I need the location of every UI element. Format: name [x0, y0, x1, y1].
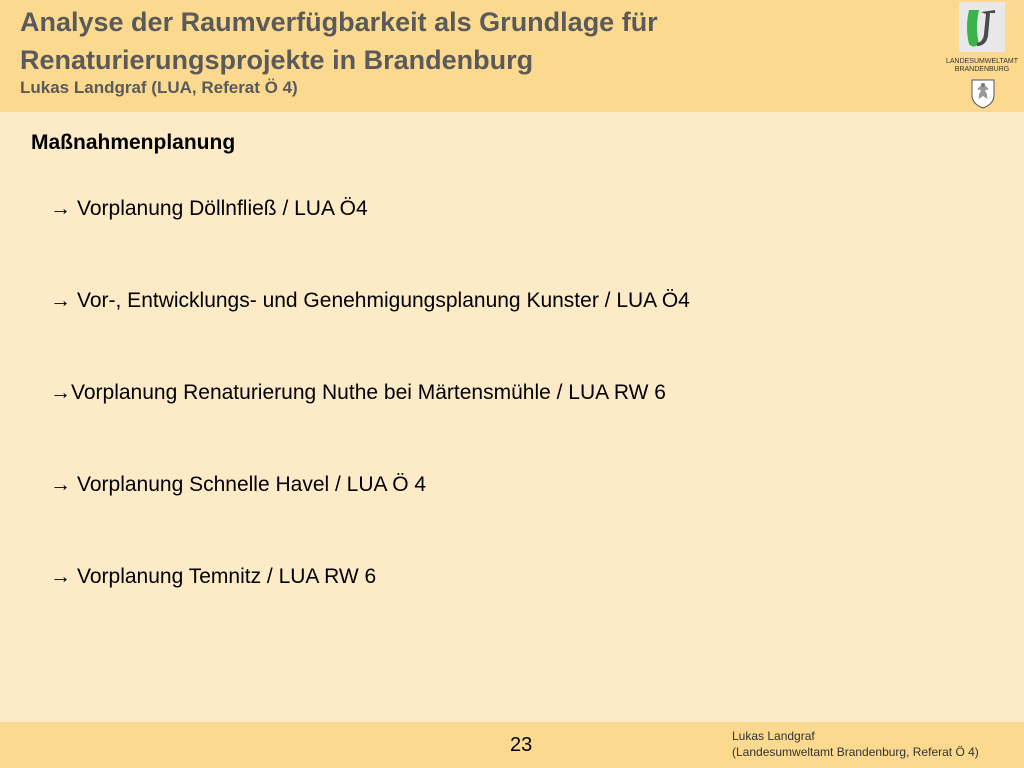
logo-text-line2: BRANDENBURG [954, 66, 1010, 73]
arrow-right-icon: → [50, 289, 71, 312]
section-title: Maßnahmenplanung [31, 131, 236, 154]
title-line-2: Renaturierungsprojekte in Brandenburg [20, 45, 534, 75]
brandenburg-eagle-icon [969, 77, 997, 109]
landesumweltamt-logo [942, 2, 1022, 110]
title-line-1: Analyse der Raumverfügbarkeit als Grundlage für [20, 7, 658, 37]
lua-logo-icon [959, 2, 1005, 52]
footer-author-name: Lukas Landgraf [732, 729, 815, 743]
list-item-text: Vorplanung Döllnfließ / LUA Ö4 [77, 197, 368, 220]
list-item-text: Vor-, Entwicklungs- und Genehmigungsplanung Kunster / LUA Ö4 [77, 289, 690, 312]
arrow-right-icon: → [50, 381, 71, 404]
logo-text-line1: LANDESUMWELTAMT [945, 58, 1019, 65]
list-item [50, 381, 666, 405]
list-item [50, 473, 426, 497]
page-number: 23 [510, 734, 533, 756]
list-item [50, 289, 690, 313]
arrow-right-icon: → [50, 565, 71, 588]
list-item [50, 197, 368, 221]
header-bar [0, 0, 1024, 112]
subtitle: Lukas Landgraf (LUA, Referat Ö 4) [20, 78, 298, 97]
footer-bar [0, 722, 1024, 768]
arrow-right-icon: → [50, 473, 71, 496]
list-item-text: Vorplanung Schnelle Havel / LUA Ö 4 [77, 473, 427, 496]
list-item-text: Vorplanung Renaturierung Nuthe bei Märtensmühle / LUA RW 6 [71, 381, 666, 404]
list-item-text: Vorplanung Temnitz / LUA RW 6 [77, 565, 377, 588]
list-item [50, 565, 376, 589]
arrow-right-icon: → [50, 197, 71, 220]
footer-author [732, 728, 979, 760]
footer-author-affiliation: (Landesumweltamt Brandenburg, Referat Ö 4) [732, 745, 979, 759]
